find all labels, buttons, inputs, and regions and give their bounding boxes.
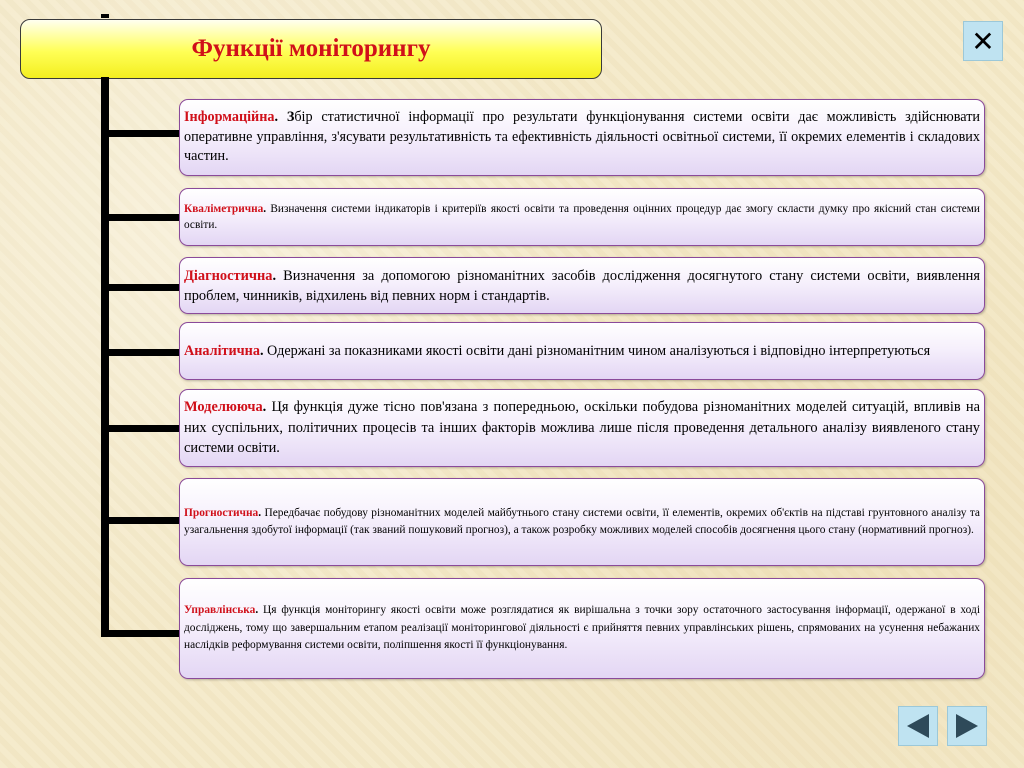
function-text: бір статистичної інформації про результати функціонування системи освіти дає можливість здійснювати оперативне управління, з'ясувати результативність та ефективність діяльності освітньої системи, її окремих елементів і складових частин. <box>184 109 980 165</box>
close-icon: ✕ <box>971 24 995 58</box>
function-term: Моделююча <box>184 399 263 416</box>
branch-connector <box>101 630 180 637</box>
branch-connector <box>101 349 180 356</box>
function-term-separator: . <box>259 343 268 359</box>
function-description <box>184 602 980 655</box>
function-card-informational <box>179 99 985 176</box>
tree-trunk-connector <box>101 77 109 637</box>
function-term: Діагностична <box>184 267 273 284</box>
function-term: Аналітична <box>184 343 260 359</box>
function-term-separator: . <box>272 267 284 284</box>
function-term-separator: . З <box>274 109 295 126</box>
function-term-separator: . <box>258 506 265 519</box>
function-card-analytical <box>179 322 985 380</box>
previous-slide-button[interactable] <box>898 706 938 746</box>
function-description <box>184 201 980 234</box>
function-text: Визначення за допомогою різноманітних засобів дослідження досягнутого стану системи освіти, виявлення проблем, чинників, відхилень від певних норм і стандартів. <box>184 267 980 304</box>
next-slide-button[interactable] <box>947 706 987 746</box>
function-term-separator: . <box>263 202 271 215</box>
function-description <box>184 266 980 306</box>
branch-connector <box>101 517 180 524</box>
function-text: Визначення системи індикаторів і критеріїв якості освіти та проведення оцінних процедур дає змогу скласти думку про якісний стан системи освіти. <box>184 202 980 231</box>
triangle-left-icon <box>903 711 933 741</box>
connector-tick <box>101 14 109 18</box>
function-term-separator: . <box>262 399 272 416</box>
function-term: Кваліметрична <box>184 202 264 215</box>
function-description <box>184 397 980 459</box>
function-card-diagnostic <box>179 257 985 314</box>
function-description <box>184 108 980 167</box>
page-title: Функції моніторингу <box>191 35 431 62</box>
function-text: Ця функція дуже тісно пов'язана з попередньою, оскільки побудова різноманітних моделей ситуацій, впливів на них суспільних, політичних процесів та інших факторів можлива лише після проведення детального аналізу виявленого стану системи освіти. <box>184 399 980 457</box>
function-term: Прогностична <box>184 506 259 519</box>
function-text: Одержані за показниками якості освіти дані різноманітним чином аналізуються і відповідно інтерпретуються <box>267 343 931 359</box>
function-card-prognostic <box>179 478 985 566</box>
function-card-managerial <box>179 578 985 679</box>
function-description <box>184 505 980 540</box>
function-text: Передбачає побудову різноманітних моделей майбутнього стану системи освіти, її елементів, окремих об'єктів на підставі грунтовного аналізу та узагальнення здобутої інформації (так званий пошуковий прогноз), а також розробку можливих моделей способів досягнення цього стану (нормативний прогноз). <box>184 506 980 536</box>
branch-connector <box>101 425 180 432</box>
branch-connector <box>101 130 180 137</box>
function-term-separator: . <box>255 604 264 617</box>
close-button[interactable] <box>963 21 1003 61</box>
function-card-modeling <box>179 389 985 467</box>
function-term: Інформаційна <box>184 109 275 126</box>
function-card-qualimetric <box>179 188 985 246</box>
function-description <box>184 341 930 361</box>
branch-connector <box>101 284 180 291</box>
title-box <box>20 19 602 79</box>
branch-connector <box>101 214 180 221</box>
triangle-right-icon <box>952 711 982 741</box>
function-text: Ця функція моніторингу якості освіти може розглядатися як вирішальна з точки зору остаточного застосування інформації, одержаної в ході досліджень, тому що завершальним етапом реалізації моніторингової діяльності є прийняття певних управлінських рішень, спрямованих на усунення небажаних наслідків реформування системи освіти, поліпшення якості її функціонування. <box>184 604 981 652</box>
function-term: Управлінська <box>184 604 256 617</box>
